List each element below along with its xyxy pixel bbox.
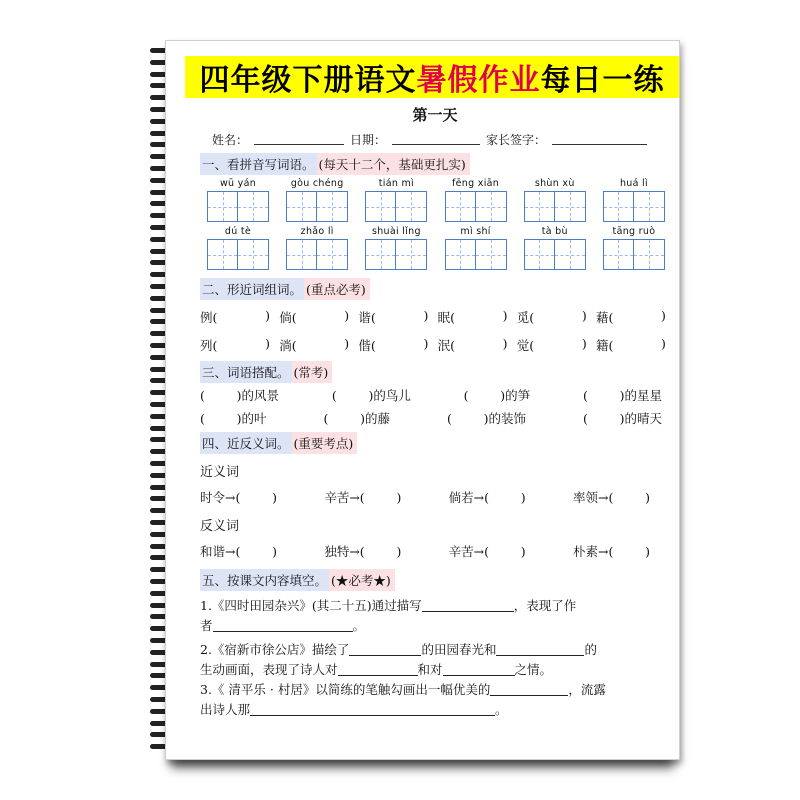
pinyin-text: shùn xù: [534, 178, 575, 189]
pinyin-text: shuài lǐng: [371, 226, 421, 237]
word-cell[interactable]: [596, 308, 666, 326]
q2-blank-4[interactable]: [443, 662, 515, 676]
word-prompt: 列(: [200, 338, 218, 353]
pinyin-item: [206, 178, 270, 222]
word-close: ): [265, 308, 270, 323]
section-1-note: (每天十二个，基础更扎实): [317, 153, 470, 175]
writing-box[interactable]: [396, 239, 427, 270]
section-4-heading: [200, 432, 357, 453]
writing-box[interactable]: [555, 191, 586, 222]
word-close: ): [344, 308, 350, 323]
q2-text-b: 的田园春光和: [421, 642, 497, 657]
pinyin-text: tián mì: [378, 178, 414, 189]
word-cell[interactable]: [358, 308, 428, 326]
section-5-heading: [200, 569, 395, 590]
pinyin-row-1: [200, 178, 670, 222]
pinyin-text: tà bù: [541, 226, 568, 237]
word-cell[interactable]: [517, 308, 587, 326]
writing-box[interactable]: [445, 191, 476, 222]
q2-text-a: 2.《宿新市徐公店》描绘了: [200, 642, 350, 657]
writing-box[interactable]: [476, 239, 507, 270]
writing-box[interactable]: [286, 191, 317, 222]
q1-text-d: 。: [352, 618, 366, 633]
q2-text-c: 的: [584, 642, 597, 657]
word-close: ): [423, 308, 429, 323]
synonym-label: 近义词: [200, 465, 240, 480]
pinyin-item: [444, 226, 508, 270]
writing-box[interactable]: [476, 191, 507, 222]
date-label: 日期：: [350, 133, 387, 147]
pinyin-text: dú tè: [224, 226, 252, 237]
word-prompt: 例(: [200, 310, 218, 325]
word-prompt: 谐(: [358, 310, 376, 325]
section-1-heading: [200, 153, 470, 174]
section-5-note: (★必考★): [329, 569, 395, 591]
word-close: ): [502, 336, 508, 351]
q2-blank-3[interactable]: [338, 662, 418, 676]
writing-box[interactable]: [207, 191, 238, 222]
word-cell[interactable]: [200, 336, 270, 354]
q2-blank-2[interactable]: [496, 642, 584, 656]
title-banner: [185, 56, 679, 98]
writing-box[interactable]: [365, 239, 396, 270]
word-prompt: 觉(: [516, 338, 535, 353]
writing-box[interactable]: [238, 239, 269, 270]
writing-box[interactable]: [634, 191, 665, 222]
q3-text-a: 3.《 清平乐 · 村居》以简练的笔触勾画出一幅优美的: [200, 682, 491, 697]
word-close: ): [581, 336, 587, 351]
similar-words-row-2: [200, 335, 670, 355]
collocation-item[interactable]: ( )的叶: [200, 411, 267, 426]
q3-text-d: 。: [495, 702, 508, 717]
q3-text-c: 出诗人那: [200, 702, 251, 717]
synonym-item[interactable]: 辛苦→( ): [324, 490, 402, 505]
collocation-item[interactable]: ( )的笋: [463, 388, 531, 403]
name-label: 姓名：: [212, 133, 249, 147]
pinyin-item: [285, 178, 349, 222]
synonym-item[interactable]: 倘若→( ): [448, 490, 526, 505]
section-4-note: (重要考点): [292, 432, 358, 454]
word-close: ): [661, 336, 666, 351]
writing-box[interactable]: [524, 239, 555, 270]
word-close: ): [423, 336, 429, 351]
word-close: ): [502, 308, 508, 323]
banner-part-1: 四年级下册语文: [199, 63, 417, 98]
word-cell[interactable]: [596, 336, 666, 354]
banner-part-3: 每日一练: [540, 63, 665, 98]
antonym-item[interactable]: 和谐→( ): [200, 544, 278, 559]
pinyin-item: [523, 178, 587, 222]
pinyin-text: huá lì: [619, 178, 648, 189]
q1-text-c: 者: [200, 618, 213, 633]
word-cell[interactable]: [279, 336, 349, 354]
fill-question-2: [200, 640, 670, 680]
word-cell[interactable]: [517, 336, 587, 354]
synonym-item[interactable]: 率领→( ): [572, 490, 650, 505]
pinyin-text: zhǎo lì: [300, 226, 334, 237]
q3-blank-1[interactable]: [490, 682, 568, 696]
name-field[interactable]: [254, 131, 344, 145]
parent-signature-label: 家长签字：: [486, 133, 547, 147]
writing-box[interactable]: [238, 191, 269, 222]
fill-question-1: [200, 596, 670, 636]
pinyin-item: [364, 226, 428, 270]
word-prompt: 眠(: [437, 310, 455, 325]
word-prompt: 藉(: [595, 310, 614, 325]
similar-words-row-1: [200, 307, 670, 327]
word-cell[interactable]: [438, 336, 508, 354]
writing-box[interactable]: [286, 239, 317, 270]
collocation-item[interactable]: ( )的风景: [200, 388, 280, 403]
q2-text-f: 之情。: [514, 662, 553, 677]
q3-text-b: ，流露: [568, 682, 606, 697]
writing-box[interactable]: [317, 191, 348, 222]
section-2-heading: [200, 278, 370, 299]
writing-box[interactable]: [524, 191, 555, 222]
section-4-title: 四、近反义词。: [200, 432, 292, 454]
collocation-item[interactable]: ( )的藤: [323, 411, 391, 426]
word-prompt: 倘(: [279, 310, 297, 325]
section-2-note: (重点必考): [304, 278, 370, 300]
parent-signature-field[interactable]: [552, 131, 647, 145]
collocation-item[interactable]: ( )的晴天: [582, 411, 662, 426]
q3-blank-2[interactable]: [250, 702, 495, 716]
antonym-item[interactable]: 独特→( ): [324, 544, 402, 559]
word-prompt: 泯(: [437, 338, 455, 353]
pinyin-item: [206, 226, 270, 270]
pinyin-text: fēng xiān: [452, 178, 500, 189]
section-5-title: 五、按课文内容填空。: [200, 569, 329, 591]
q1-blank-1[interactable]: [422, 598, 514, 612]
pinyin-text: mì shí: [460, 226, 491, 237]
collocation-item[interactable]: ( )的星星: [582, 388, 662, 403]
section-3-title: 三、词语搭配。: [200, 361, 292, 383]
word-cell[interactable]: [279, 308, 349, 326]
collocation-row-2: [200, 408, 670, 428]
pinyin-item: [602, 178, 666, 222]
fill-question-3: [200, 680, 670, 720]
word-cell[interactable]: [358, 336, 428, 354]
antonym-item[interactable]: 辛苦→( ): [448, 544, 526, 559]
q2-text-e: 和对: [417, 662, 443, 677]
section-3-heading: [200, 361, 332, 382]
word-prompt: 觅(: [516, 310, 535, 325]
pinyin-item: [285, 226, 349, 270]
synonym-row: [200, 487, 670, 507]
q2-blank-1[interactable]: [349, 642, 421, 656]
word-close: ): [661, 308, 666, 323]
pinyin-text: gòu chéng: [290, 178, 344, 189]
pinyin-row-2: [200, 226, 670, 270]
writing-box[interactable]: [317, 239, 348, 270]
section-1-title: 一、看拼音写词语。: [200, 153, 317, 175]
writing-box[interactable]: [555, 239, 586, 270]
writing-box[interactable]: [445, 239, 476, 270]
word-cell[interactable]: [438, 308, 508, 326]
day-title: 第一天: [412, 106, 458, 124]
q1-blank-2[interactable]: [213, 618, 353, 632]
word-prompt: 籍(: [595, 338, 614, 353]
writing-box[interactable]: [603, 191, 634, 222]
q2-text-d: 生动画面，表现了诗人对: [200, 662, 338, 677]
pinyin-item: [364, 178, 428, 222]
antonym-row: [200, 541, 670, 561]
word-prompt: 淌(: [279, 338, 297, 353]
q1-text-a: 1.《四时田园杂兴》(其二十五)通过描写: [200, 598, 422, 613]
pinyin-item: [523, 226, 587, 270]
pinyin-text: tāng ruò: [612, 226, 656, 237]
writing-box[interactable]: [634, 239, 665, 270]
date-field[interactable]: [392, 131, 480, 145]
word-close: ): [344, 336, 350, 351]
collocation-item[interactable]: ( )的鸟儿: [331, 388, 411, 403]
pinyin-text: wū yán: [219, 178, 257, 189]
info-row: [200, 131, 670, 149]
writing-box[interactable]: [603, 239, 634, 270]
word-close: ): [265, 336, 270, 351]
pinyin-item: [602, 226, 666, 270]
writing-box[interactable]: [365, 191, 396, 222]
worksheet-content: [200, 100, 670, 720]
q1-text-b: ，表现了作: [513, 598, 577, 613]
collocation-row-1: [200, 385, 670, 405]
word-close: ): [581, 308, 587, 323]
section-3-note: (常考): [292, 361, 333, 383]
writing-box[interactable]: [207, 239, 238, 270]
pinyin-item: [444, 178, 508, 222]
synonym-item[interactable]: 时令→( ): [200, 490, 278, 505]
word-prompt: 偕(: [358, 338, 376, 353]
word-cell[interactable]: [200, 308, 270, 326]
banner-part-2: 暑假作业: [416, 63, 541, 98]
antonym-label: 反义词: [200, 519, 240, 534]
collocation-item[interactable]: ( )的装饰: [446, 411, 527, 426]
writing-box[interactable]: [396, 191, 427, 222]
antonym-item[interactable]: 朴素→( ): [572, 544, 650, 559]
section-2-title: 二、形近词组词。: [200, 278, 304, 300]
